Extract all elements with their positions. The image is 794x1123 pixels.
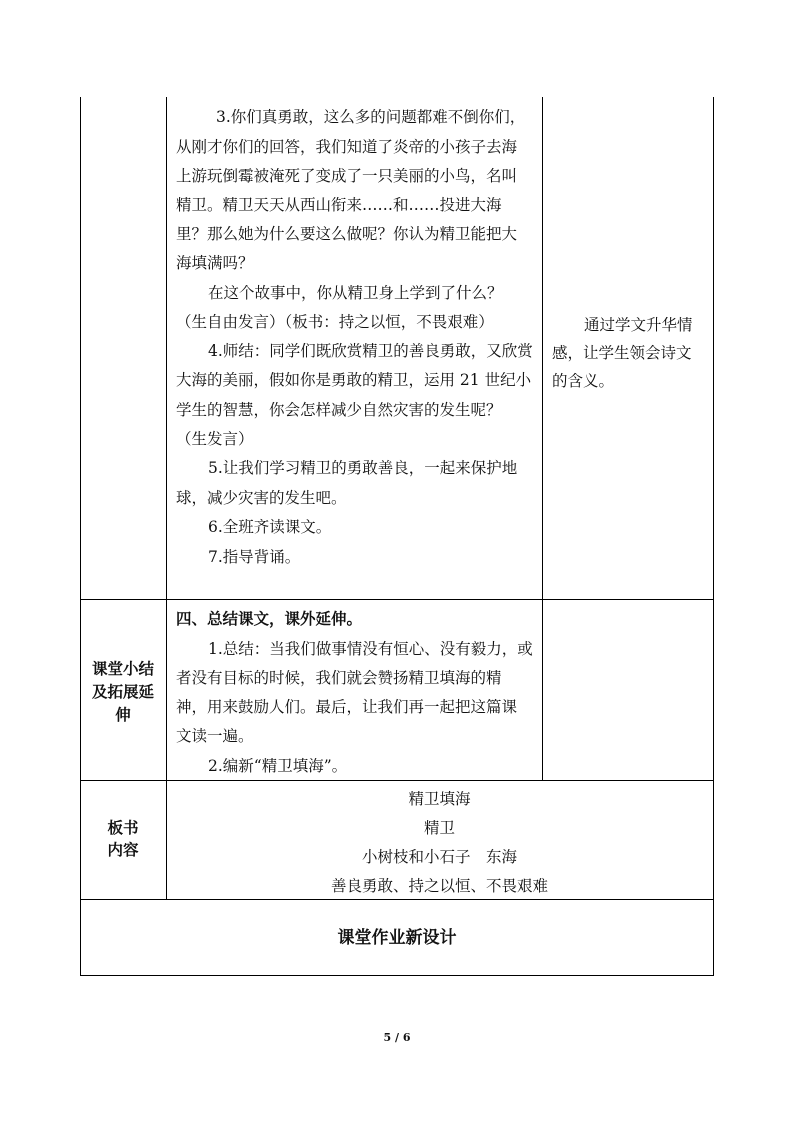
teaching-line-8: （生自由发言）（板书：持之以恒，不畏艰难）: [176, 313, 494, 331]
teaching-line-4: 精卫。精卫天天从西山衔来……和……投进大海: [176, 196, 502, 214]
summary-label-line-3: 伸: [115, 705, 131, 724]
teaching-line-15: 6.全班齐读课文。: [208, 518, 332, 536]
table-border-bottom: [80, 975, 714, 976]
teaching-line-10: 大海的美丽，假如你是勇敢的精卫，运用 21 世纪小: [176, 371, 532, 389]
teaching-line-11: 学生的智慧，你会怎样减少自然灾害的发生呢？: [176, 401, 502, 419]
summary-label-line-2: 及拓展延: [91, 682, 154, 701]
teaching-line-3: 上游玩倒霉被淹死了变成了一只美丽的小鸟，名叫: [176, 167, 518, 185]
summary-line-2: 者没有目标的时候，我们就会赞扬精卫填海的精: [176, 669, 502, 687]
board-line-2: 精卫: [423, 819, 455, 837]
teaching-line-13: 5.让我们学习精卫的勇敢善良，一起来保护地: [208, 459, 518, 477]
teaching-line-2: 从刚才你们的回答，我们知道了炎帝的小孩子去海: [176, 138, 518, 156]
intent-line-3: 的含义。: [552, 372, 615, 390]
teaching-line-16: 7.指导背诵。: [208, 548, 301, 566]
teaching-line-5: 里？那么她为什么要这么做呢？你认为精卫能把大: [176, 225, 518, 243]
homework-title: 课堂作业新设计: [337, 928, 457, 948]
summary-line-4: 文读一遍。: [176, 727, 254, 745]
board-line-1: 精卫填海: [408, 790, 471, 808]
table-row-divider-2: [80, 780, 714, 781]
board-line-4: 善良勇敢、持之以恒、不畏艰难: [330, 877, 548, 895]
summary-line-3: 神，用来鼓励人们。最后，让我们再一起把这篇课: [176, 698, 518, 716]
teaching-line-6: 海填满吗？: [176, 254, 254, 272]
board-line-3: 小树枝和小石子 东海: [361, 848, 517, 866]
summary-label-line-1: 课堂小结: [91, 659, 154, 678]
teaching-line-12: （生发言）: [176, 430, 254, 448]
summary-heading: 四、总结课文，课外延伸。: [176, 609, 363, 628]
table-row-divider-1: [80, 599, 714, 600]
board-label-line-1: 板书: [107, 818, 139, 837]
teaching-line-9: 4.师结：同学们既欣赏精卫的善良勇敢，又欣赏: [208, 342, 533, 360]
table-border-right: [713, 97, 714, 976]
summary-line-5: 2.编新“精卫填海”。: [208, 757, 348, 775]
intent-line-1: 通过学文升华情: [584, 316, 693, 334]
table-divider-col2: [542, 97, 543, 780]
teaching-line-1: 3.你们真勇敢，这么多的问题都难不倒你们，: [216, 108, 526, 126]
teaching-line-14: 球，减少灾害的发生吧。: [176, 489, 347, 507]
intent-line-2: 感，让学生领会诗文: [552, 344, 692, 362]
summary-line-1: 1.总结：当我们做事情没有恒心、没有毅力，或: [208, 640, 533, 658]
table-row-divider-3: [80, 899, 714, 900]
teaching-line-7: 在这个故事中，你从精卫身上学到了什么？: [208, 284, 503, 302]
page-number: 5 / 6: [383, 1031, 411, 1044]
board-label-line-2: 内容: [107, 840, 139, 859]
